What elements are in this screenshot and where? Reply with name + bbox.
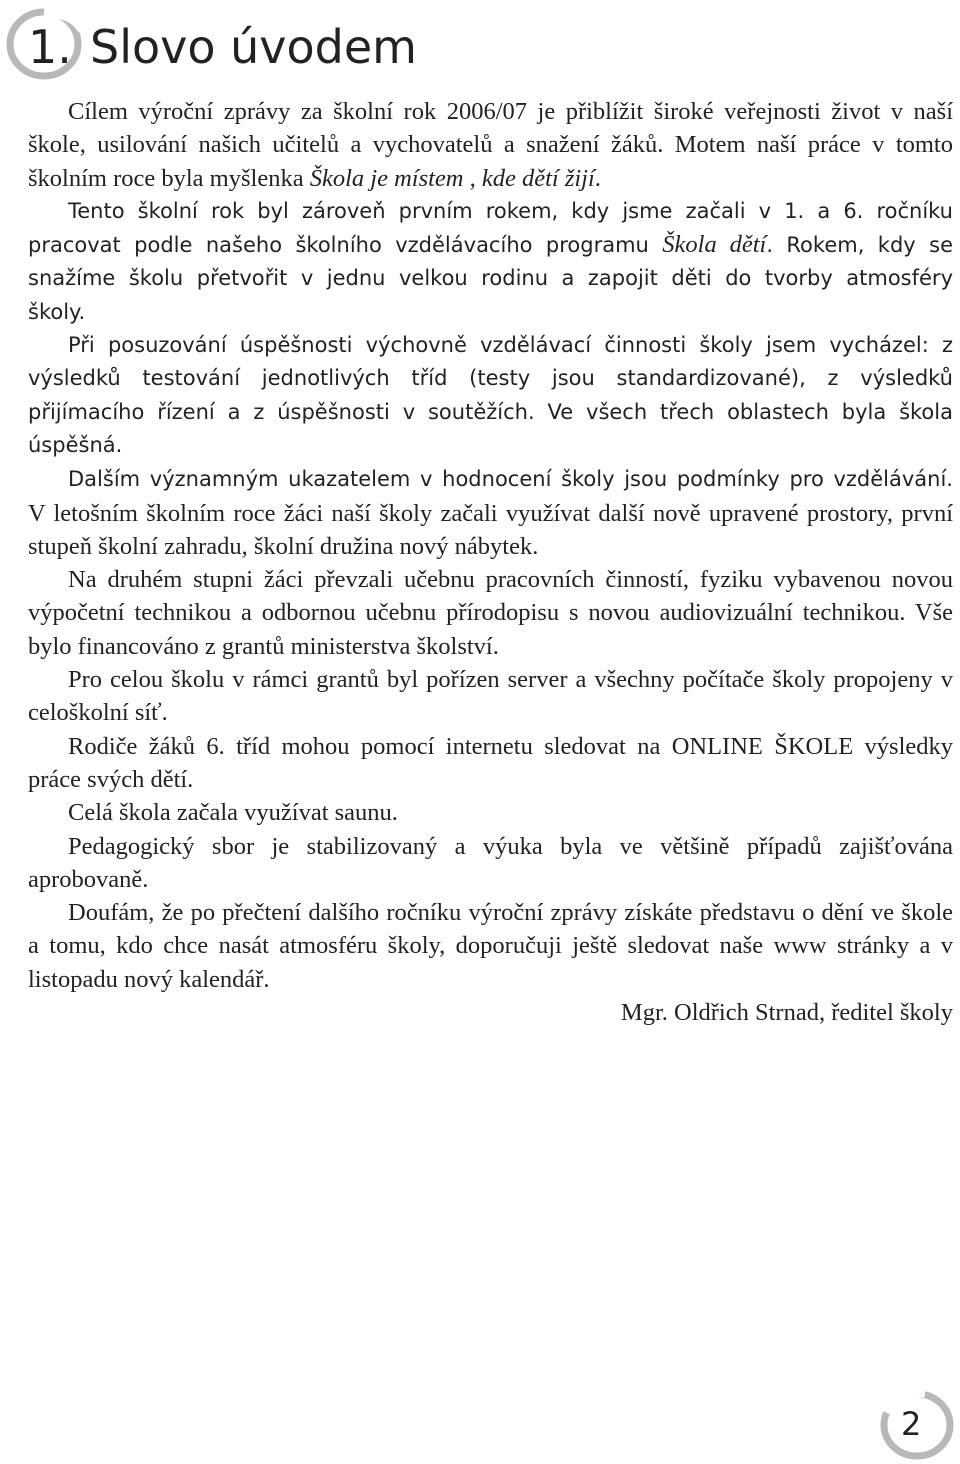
- page-number-badge: [877, 1383, 957, 1461]
- page-number: 2: [901, 1405, 922, 1443]
- signature: Mgr. Oldřich Strnad, ředitel školy: [620, 999, 953, 1027]
- motto: Škola je místem , kde dětí žijí: [309, 164, 595, 192]
- paragraph-program: Tento školní rok byl zároveň prvním rokem, kdy jsme začali v 1. a 6. ročníku pracovat podle našeho školního vzdělávacího programu Škola dětí. Rokem, kdy se snažíme školu přetvořit v jednu velkou rodinu a zapojit děti do tvorby atmosféry školy.: [28, 198, 953, 324]
- program-name: Škola dětí: [662, 231, 767, 259]
- paragraph-sauna: Celá škola začala využívat saunu.: [68, 799, 398, 827]
- chapter-title: Slovo úvodem: [90, 20, 417, 74]
- paragraph-evaluation: Při posuzování úspěšnosti výchovně vzdělávací činnosti školy jsem vycházel: z výsledků testování jednotlivých tříd (testy jsou standardizované), z výsledků přijímacího řízení a z úspěšnosti v soutěžích. Ve všech třech oblastech byla škola úspěšná.: [28, 333, 953, 457]
- paragraph-intro: Cílem výroční zprávy za školní rok 2006/07 je přiblížit široké veřejnosti život v naší škole, usilování našich učitelů a vychovatelů a snažení žáků. Motem naší práce v tomto školním roce byla myšlenka Škola je místem , kde dětí žijí.: [28, 98, 953, 192]
- paragraph-staff: Pedagogický sbor je stabilizovaný a výuka byla ve většině případů zajišťována aprobovaně.: [28, 832, 953, 893]
- chapter-number: 1.: [28, 20, 72, 74]
- paragraph-second-grade: Na druhém stupni žáci převzali učebnu pracovních činností, fyziku vybavenou novou výpočetní technikou a odbornou učebnu přírodopisu s novou audiovizuální technikou. Vše bylo financováno z grantů ministerstva školství.: [28, 566, 953, 660]
- paragraph-closing: Doufám, že po přečtení dalšího ročníku výroční zprávy získáte představu o dění ve škole a tomu, kdo chce nasát atmosféru školy, doporučuji ještě sledovat naše www stránky a v listopadu nový kalendář.: [28, 899, 953, 993]
- paragraph-conditions: Dalším významným ukazatelem v hodnocení školy jsou podmínky pro vzdělávání. V letošním školním roce žáci naší školy začali využívat další nově upravené prostory, první stupeň školní zahradu, školní družina nový nábytek.: [28, 467, 953, 560]
- chapter-heading: [0, 0, 960, 90]
- paragraph-grants: Pro celou školu v rámci grantů byl pořízen server a všechny počítače školy propojeny v celoškolní síť.: [28, 666, 953, 727]
- document-body: [28, 95, 953, 1029]
- paragraph-online: Rodiče žáků 6. tříd mohou pomocí internetu sledovat na ONLINE ŠKOLE výsledky práce svých dětí.: [28, 732, 953, 793]
